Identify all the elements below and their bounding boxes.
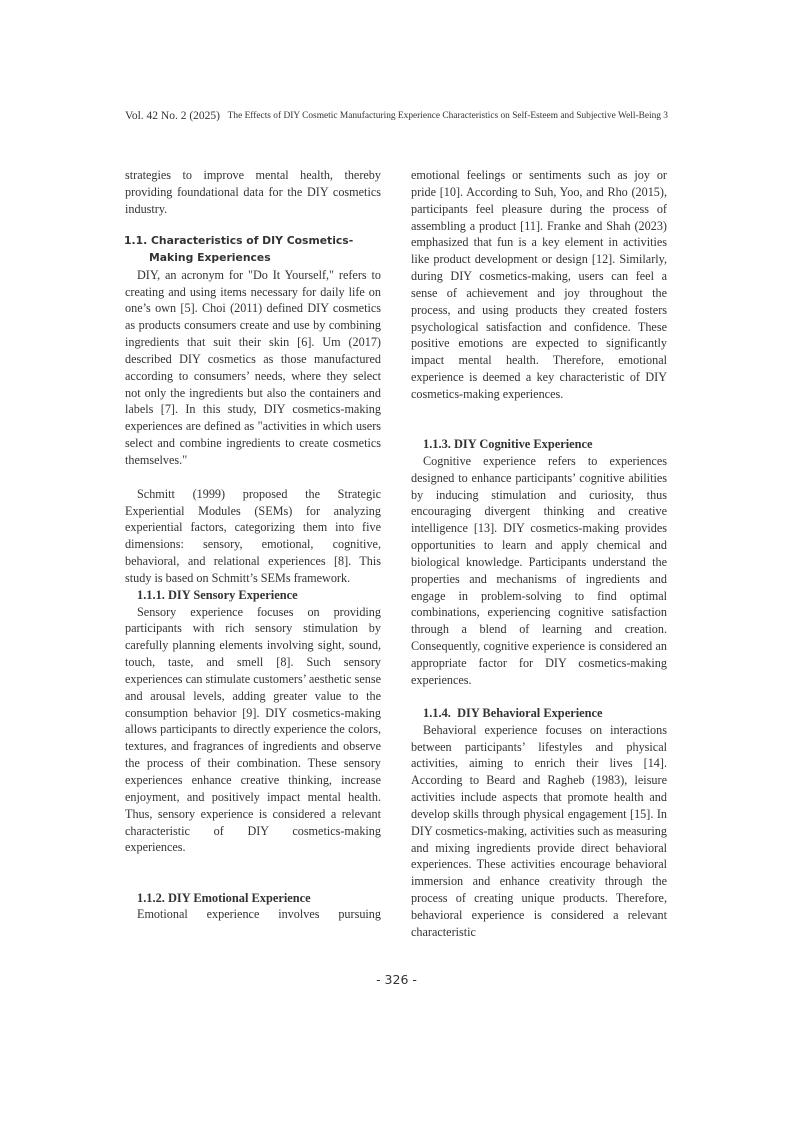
page-number: - 326 -: [376, 972, 417, 987]
section-heading-cont: Making Experiences: [149, 250, 271, 264]
journal-volume: Vol. 42 No. 2 (2025): [125, 110, 220, 122]
paragraph: Schmitt (1999) proposed the Strategic Experiential Modules (SEMs) for analyzing experiential factors, categorizing them into five dimensions: sensory, emotional, cognitive, behavioral, and relational experiences [8]. This study is based on Schmitt’s SEMs framework.: [125, 486, 381, 585]
running-header: [125, 110, 668, 128]
subsection-heading: 1.1.2. DIY Emotional Experience: [137, 890, 311, 905]
paragraph: Behavioral experience focuses on interactions between participants’ lifestyles and physical activities, aiming to enrich their lives [14]. According to Beard and Ragheb (1983), leisure activities include aspects that promote health and develop skills through physical engagement [15]. In DIY cosmetics-making, activities such as measuring and mixing ingredients provide direct behavioral experiences. These activities encourage behavioral immersion and enhance creativity through the process of creating unique products. Therefore, behavioral experience is considered a relevant characteristic: [411, 722, 667, 939]
paragraph: Sensory experience focuses on providing participants with rich sensory stimulation by carefully planning elements involving sight, sound, touch, taste, and smell [8]. Such sensory experiences can stimulate customers’ aesthetic sense and arousal levels, adding greater value to the consumption behavior [9]. DIY cosmetics-making allows participants to directly experience the colors, textures, and fragrances of ingredients and observe the process of their combination. These sensory experiences enhance creative thinking, increase enjoyment, and positively impact mental health. Thus, sensory experience is considered a relevant characteristic of DIY cosmetics-making experiences.: [125, 604, 381, 855]
subsection-heading: 1.1.4. DIY Behavioral Experience: [423, 705, 603, 720]
paragraph: strategies to improve mental health, thereby providing foundational data for the DIY cosmetics industry.: [125, 168, 381, 216]
paragraph: Emotional experience involves pursuing: [137, 907, 381, 922]
subsection-heading: 1.1.1. DIY Sensory Experience: [137, 587, 298, 602]
section-heading: 1.1. Characteristics of DIY Cosmetics-: [124, 234, 354, 247]
right-column: [411, 167, 667, 941]
left-column: [125, 167, 381, 923]
running-title: The Effects of DIY Cosmetic Manufacturing Experience Characteristics on Self-Esteem and Subjective Well-Being 3: [227, 111, 668, 121]
paragraph: DIY, an acronym for "Do It Yourself," refers to creating and using items necessary for daily life on one’s own [5]. Choi (2011) defined DIY cosmetics as products consumers create and use by combining ingredients that suit their skin [6]. Um (2017) described DIY cosmetics as those manufactured according to consumers’ needs, where they select not only the ingredients but also the containers and labels [7]. In this study, DIY cosmetics-making experiences are defined as "activities in which users select and combine ingredients to create cosmetics themselves.": [125, 267, 381, 467]
subsection-heading: 1.1.3. DIY Cognitive Experience: [423, 437, 593, 451]
paragraph: emotional feelings or sentiments such as joy or pride [10]. According to Suh, Yoo, and Rho (2015), participants feel pleasure during the process of assembling a product [11]. Franke and Shah (2023) emphasized that fun is a key element in activities like product development or design [12]. Similarly, during DIY cosmetics-making, users can feel a sense of achievement and joy throughout the process, and using products they created fosters psychological satisfaction and confidence. These positive emotions are expected to significantly impact mental health. Therefore, emotional experience is deemed a key characteristic of DIY cosmetics-making experiences.: [411, 168, 667, 401]
paragraph: Cognitive experience refers to experiences designed to enhance participants’ cognitive abilities by inducing stimulation and curiosity, thus encouraging divergent thinking and creative intelligence [13]. DIY cosmetics-making provides opportunities to learn and apply chemical and biological knowledge. Participants understand the properties and mechanisms of ingredients and engage in problem-solving to find optimal combinations, experiencing cognitive satisfaction through a blend of learning and creation. Consequently, cognitive experience is considered an appropriate factor for DIY cosmetics-making experiences.: [411, 453, 667, 687]
